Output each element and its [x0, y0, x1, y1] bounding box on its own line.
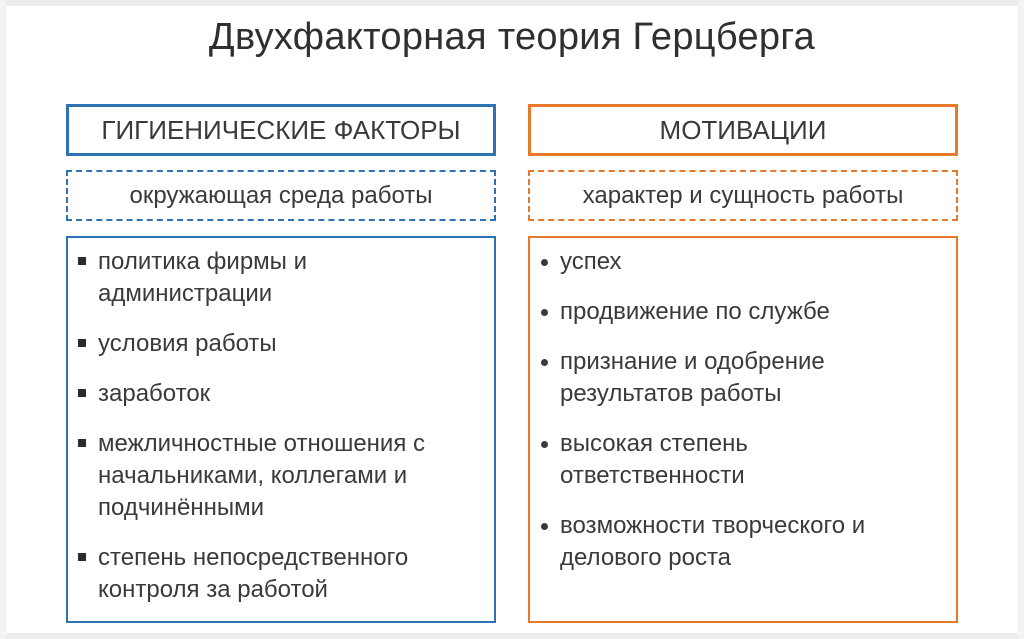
dot-bullet-icon — [541, 523, 548, 530]
square-bullet-icon — [78, 257, 86, 265]
hygiene-item-text: межличностные отношения с начальниками, коллегами и подчинёнными — [98, 430, 425, 521]
frame-left — [0, 0, 6, 639]
frame-right — [1018, 0, 1024, 639]
motivation-header-box — [528, 104, 958, 156]
list-item — [68, 428, 486, 524]
list-item — [530, 346, 948, 410]
dot-bullet-icon — [541, 359, 548, 366]
hygiene-item-text: степень непосредственного контроля за работой — [98, 544, 409, 603]
list-item — [68, 328, 486, 360]
square-bullet-icon — [78, 389, 86, 397]
list-item — [530, 246, 948, 278]
motivation-subheader-box — [528, 170, 958, 221]
square-bullet-icon — [78, 339, 86, 347]
motivation-list — [530, 246, 948, 574]
hygiene-header: ГИГИЕНИЧЕСКИЕ ФАКТОРЫ — [101, 114, 461, 145]
motivation-item-text: продвижение по службе — [560, 298, 830, 325]
list-item — [68, 542, 486, 606]
frame-top — [0, 0, 1024, 6]
hygiene-list-box — [66, 236, 496, 623]
motivation-item-text: высокая степень ответственности — [560, 430, 748, 489]
dot-bullet-icon — [541, 309, 548, 316]
hygiene-list — [68, 246, 486, 606]
list-item — [68, 378, 486, 410]
dot-bullet-icon — [541, 441, 548, 448]
motivation-item-text: успех — [560, 248, 622, 275]
list-item — [68, 246, 486, 310]
hygiene-item-text: политика фирмы и администрации — [98, 248, 307, 307]
list-item — [530, 428, 948, 492]
hygiene-subheader: окружающая среда работы — [129, 181, 433, 209]
hygiene-subheader-box — [66, 170, 496, 221]
motivation-list-box — [528, 236, 958, 623]
motivation-item-text: возможности творческого и делового роста — [560, 512, 866, 571]
motivation-header: МОТИВАЦИИ — [659, 114, 827, 145]
list-item — [530, 296, 948, 328]
frame-bottom — [0, 633, 1024, 639]
dot-bullet-icon — [541, 259, 548, 266]
motivation-subheader: характер и сущность работы — [582, 181, 904, 209]
page-title: Двухфакторная теория Герцберга — [208, 16, 816, 58]
hygiene-header-box — [66, 104, 496, 156]
hygiene-item-text: заработок — [98, 380, 211, 407]
hygiene-item-text: условия работы — [98, 330, 277, 357]
list-item — [530, 510, 948, 574]
motivation-item-text: признание и одобрение результатов работы — [560, 348, 825, 407]
square-bullet-icon — [78, 439, 86, 447]
square-bullet-icon — [78, 553, 86, 561]
